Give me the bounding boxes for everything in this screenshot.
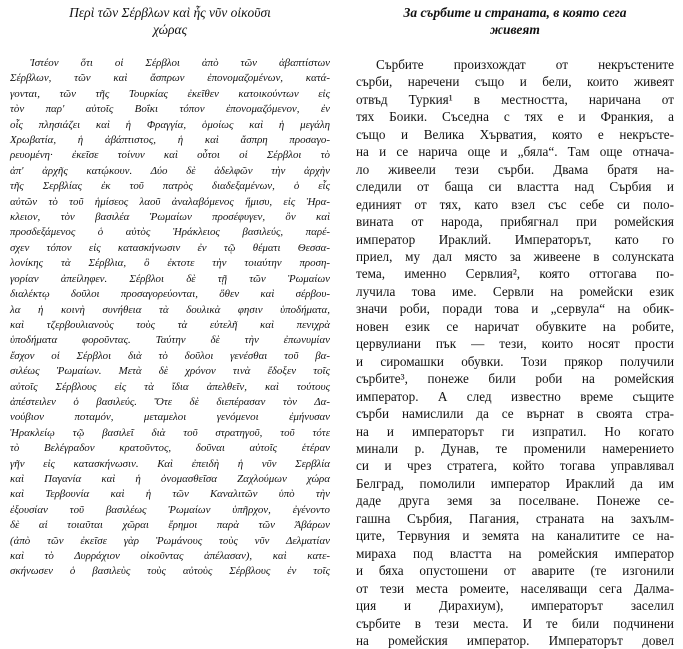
bulgarian-text-line: сърбите в тези места. И те били подчинени	[356, 615, 674, 631]
bulgarian-column	[356, 4, 674, 649]
greek-text-line: ἀπ' ἀρχῆς κατῴκουν. Δύο δὲ ἀδελφῶν τὴν ἀρχὴν	[10, 164, 330, 177]
greek-text-line: ρευομένη· ἐκεῖσε τοίνυν καὶ οὗτοι οἱ Σέρβλοι τὸ	[10, 149, 330, 162]
greek-text-line: Ἰστέον ὅτι οἱ Σέρβλοι ἀπὸ τῶν ἀβαπτίστων	[30, 57, 330, 69]
greek-text-line: γονται, τῶν τῆς Τουρκίας ἐκεῖθεν κατοικούντων εἰς	[10, 87, 330, 100]
greek-text-line: ἐξουσίαν τοῦ βασιλέως Ῥωμαίων ὑπῆρχον, ἐγένοντο	[10, 503, 330, 516]
greek-text-line: σιλέως Ῥωμαίων. Μετὰ δὲ χρόνον τινὰ ἔδοξεν τοῖς	[10, 365, 330, 378]
bulgarian-text-line: тях Боики. Съседна с тях е и Франкия, а	[356, 109, 674, 125]
greek-text-line: αὐτοῖς Σέρβλους εἰς τὰ ἴδια ἀπελθεῖν, καὶ τούτους	[10, 380, 330, 393]
bulgarian-text-line: единият от тях, като взел със себе си поло-	[356, 196, 674, 212]
greek-text-line: Ἡρακλείῳ τῷ βασιλεῖ διὰ τοῦ στρατηγοῦ, τοῦ τότε	[10, 426, 330, 439]
bulgarian-text-line: новен език се наричат обувките на робите,	[356, 318, 674, 334]
bulgarian-text-line: цервулиани пък — тези, които носят прости	[356, 336, 674, 352]
greek-text-line: Χρωβατία, ἡ ἀβάπτιστος, ἡ καὶ ἄσπρη προσαγο-	[10, 134, 330, 147]
bulgarian-text-line: отвъд Туркия¹ в местността, наричана от	[356, 91, 674, 107]
bulgarian-text-line: и бяха опустошени от аварите (те изгонили	[356, 563, 674, 579]
greek-text-line: (ἀπὸ τῶν ἐκεῖσε γὰρ Ῥωμάνους τοὺς νῦν Δελματίαν	[10, 534, 330, 547]
bulgarian-text	[356, 56, 674, 649]
bulgarian-text-line: Белград, помолили император Ираклий да им	[356, 475, 674, 491]
bulgarian-text-line: значи роби, поради това и „сервула“ на обик-	[356, 301, 674, 317]
bulgarian-text-line: ците, Тервуния и земята на каналитите се на-	[356, 528, 674, 544]
greek-text-line: τῆς Σερβλίας ἐκ τοῦ πατρὸς διαδεξαμένων, ὁ εἷς	[10, 180, 330, 193]
bulgarian-text-line: също и Велика Хърватия, която е некръсте-	[356, 126, 674, 142]
greek-text-line: καὶ Τερβουνία καὶ ἡ τῶν Καναλιτῶν ὑπὸ τὴν	[10, 488, 330, 501]
greek-text-line: αὐτῶν τὸ τοῦ ἡμίσεος λαοῦ ἀναλαβόμενος ἥμισυ, εἰς Ἡρα-	[10, 195, 330, 208]
bulgarian-text-line: сърбите³, понеже били роби на ромейския	[356, 371, 674, 387]
greek-text-line: τὸν παρ' αὐτοῖς Βοΐκι τόπον ἐπονομαζόμενον, ἐν	[10, 103, 330, 116]
greek-text-line: ἔσχον οἱ Σέρβλοι διὰ τὸ δοῦλοι γενέσθαι τοῦ βα-	[10, 349, 330, 362]
bulgarian-text-line: сърби, наречени също и бели, които живеят	[356, 74, 674, 90]
bulgarian-text-line: вината от народа, прибягнал при ромейския	[356, 214, 674, 230]
bulgarian-text-line: мираха под властта на ромейския император	[356, 545, 674, 561]
greek-text-line: σκήνωσεν ὁ βασιλεὺς τοὺς αὐτοὺς Σέρβλους ἐν τοῖς	[10, 565, 330, 578]
greek-text-line: σχεν τόπον εἰς κατασκήνωσιν ἐν τῷ θέματι Θεσσα-	[10, 241, 330, 254]
greek-text-line: δὲ αἱ τοιαῦται χῶραι ἔρημοι παρὰ τῶν Ἀβάρων	[10, 519, 330, 532]
bulgarian-text-line: следили от баща си властта над Сърбия и	[356, 179, 674, 195]
bulgarian-text-line: Сърбите произхождат от некръстените	[376, 57, 674, 72]
bulgarian-text-line: лучила това име. Сервли на ромейски език	[356, 283, 674, 299]
bulgarian-text-line: даде друга земя за поселване. Понеже се-	[356, 493, 674, 509]
bulgarian-text-line: на и императорът ги изпратил. Но когато	[356, 423, 674, 439]
bulgarian-text-line: от тези места ромеите, населяващи сега Далма-	[356, 580, 674, 596]
greek-text-line: τὸ Βελέγραδον κρατοῦντος, δοῦναι αὐτοῖς ἑτέραν	[10, 442, 330, 455]
bulgarian-title-line: За сърбите и страната, в която сега	[403, 5, 627, 20]
greek-text-line: λα ἡ κοινὴ συνήθεια τὰ δουλικὰ φησιν ὑποδήματα,	[10, 303, 330, 316]
bulgarian-text-line: на и се нарича още и „бяла“. Там още отнача-	[356, 144, 674, 160]
bulgarian-title	[356, 4, 674, 38]
bulgarian-text-line: и сиромашки обувки. Този прякор получили	[356, 353, 674, 369]
greek-text	[10, 56, 330, 580]
bulgarian-text-line: на ромейския император. Императорът довел	[356, 632, 674, 648]
greek-text-line: ἀπέστειλεν ὁ βασιλεύς. Ὅτε δὲ διεπέρασαν τὸν Δα-	[10, 395, 330, 408]
bulgarian-text-line: император. А след известно време същите	[356, 388, 674, 404]
greek-title-line: Περὶ τῶν Σέρβλων καὶ ἧς νῦν οἰκοῦσι	[69, 5, 271, 20]
greek-text-line: κλειον, τὸν βασιλέα Ῥωμαίων προσέφυγεν, ὃν καὶ	[10, 211, 330, 224]
bulgarian-text-line: минали р. Дунав, те променили намерението	[356, 440, 674, 456]
greek-text-line: διαλέκτῳ δοῦλοι προσαγορεύονται, ὅθεν καὶ σέρβου-	[10, 288, 330, 301]
greek-title-line: χώρας	[152, 22, 188, 37]
greek-column	[10, 4, 330, 580]
greek-text-line: λονίκης τὰ Σέρβλια, ὃ ἐκτοτε τὴν τοιαύτην προση-	[10, 257, 330, 270]
bulgarian-text-line: ло живеели тези сърби. Двама братя на-	[356, 161, 674, 177]
bulgarian-text-line: гашна Сърбия, Пагания, страната на захълм-	[356, 510, 674, 526]
greek-text-line: καὶ Παγανία καὶ ἡ ὀνομασθεῖσα Ζαχλούμων χώρα	[10, 472, 330, 485]
greek-text-line: Σέρβλων, τῶν καὶ ἄσπρων ἐπονομαζομένων, κατά-	[10, 72, 330, 85]
greek-title	[10, 4, 330, 38]
greek-text-line: γορίαν ἀπείληφεν. Σέρβλοι δὲ τῇ τῶν Ῥωμαίων	[10, 272, 330, 285]
bulgarian-text-line: си и чрез стратега, който тогава управлявал	[356, 458, 674, 474]
greek-text-line: ὑποδήματα φοροῦντας. Ταύτην δὲ τὴν ἐπωνυμίαν	[10, 334, 330, 347]
bulgarian-text-line: приел, му дал място за живеене в солунската	[356, 248, 674, 264]
bulgarian-text-line: сърби намислили да се върнат в своята стра-	[356, 406, 674, 422]
bulgarian-text-line: император Ираклий. Императорът, като го	[356, 231, 674, 247]
greek-text-line: προσδεξάμενος ὁ αὐτὸς Ἡράκλειος βασιλεύς, παρέ-	[10, 226, 330, 239]
greek-text-line: καὶ τὸ Δυρράχιον οἰκοῦντας ἀπέλασαν), καὶ κατε-	[10, 550, 330, 562]
greek-text-line: νούβιον ποταμόν, μεταμελοι γενόμενοι ἐμήνυσαν	[10, 411, 330, 424]
bulgarian-text-line: ция и Дирахиум), императорът заселил	[356, 598, 674, 614]
greek-text-line: γῆν εἰς κατασκήνωσιν. Καὶ ἐπειδὴ ἡ νῦν Σερβλία	[10, 457, 330, 470]
greek-text-line: καὶ τζερβουλιανοὺς τοὺς τὰ εὐτελῆ καὶ πενιχρὰ	[10, 318, 330, 331]
greek-text-line: οἷς πλησιάζει καὶ ἡ Φραγγία, ὁμοίως καὶ ἡ μεγάλη	[10, 118, 330, 131]
bulgarian-text-line: тема, именно Сервлия², която оттогава по-	[356, 266, 674, 282]
bulgarian-title-line: живеят	[490, 22, 540, 37]
